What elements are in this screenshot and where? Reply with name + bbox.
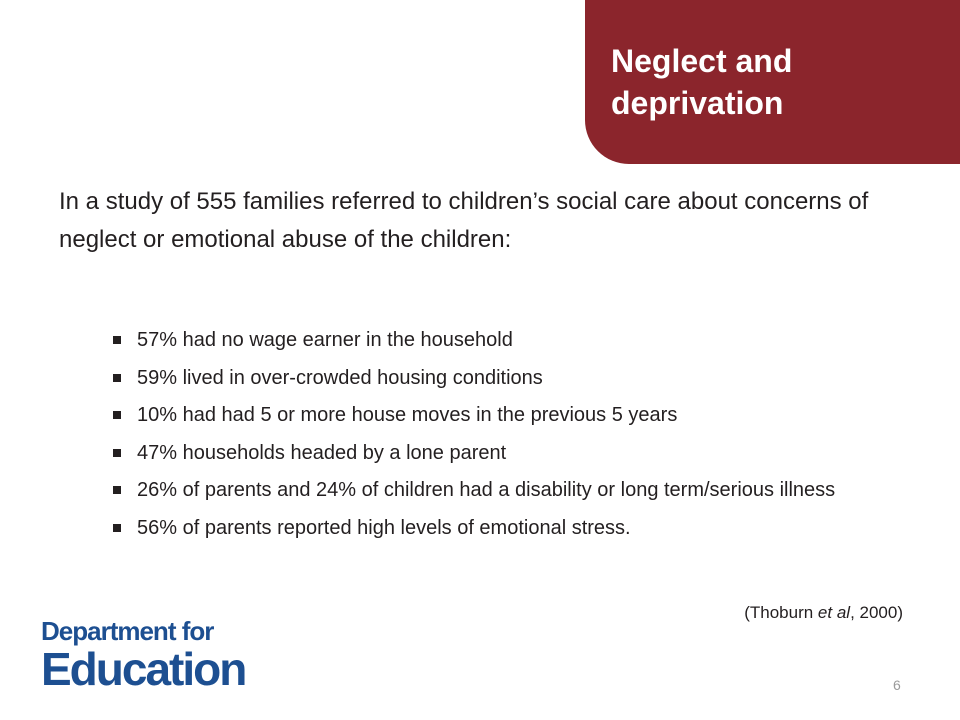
citation-prefix: (Thoburn <box>744 603 818 622</box>
square-bullet-icon <box>113 336 121 344</box>
intro-text: In a study of 555 families referred to children’s social care about concerns of neglect or emotional abuse of the children: <box>59 188 869 253</box>
square-bullet-icon <box>113 524 121 532</box>
bullet-text: 57% had no wage earner in the household <box>137 329 513 351</box>
square-bullet-icon <box>113 449 121 457</box>
department-for-education-logo <box>41 617 245 693</box>
bullet-text: 47% households headed by a lone parent <box>137 441 507 464</box>
bullet-text: 26% of parents and 24% of children had a disability or long term/serious illness <box>137 479 836 501</box>
bullet-text: 56% of parents reported high levels of emotional stress. <box>137 516 631 539</box>
logo-line-1: Department for <box>41 616 214 646</box>
citation-suffix: , 2000) <box>850 603 903 622</box>
bullet-text: 10% had had 5 or more house moves in the previous 5 years <box>137 404 678 426</box>
bullet-item <box>113 478 873 502</box>
square-bullet-icon <box>113 486 121 494</box>
slide-title: Neglect and deprivation <box>611 43 793 121</box>
bullet-item <box>113 328 873 352</box>
bullet-item <box>113 441 873 465</box>
square-bullet-icon <box>113 374 121 382</box>
citation <box>744 602 903 624</box>
bullet-text: 59% lived in over-crowded housing conditions <box>137 366 543 389</box>
bullet-item <box>113 516 873 540</box>
title-banner <box>585 0 960 164</box>
logo-line-2: Education <box>41 643 246 695</box>
square-bullet-icon <box>113 411 121 419</box>
citation-italic: et al <box>817 603 851 622</box>
bullet-item <box>113 366 873 390</box>
bullet-item <box>113 403 873 427</box>
bullet-list <box>113 328 873 553</box>
page-number: 6 <box>893 677 901 693</box>
